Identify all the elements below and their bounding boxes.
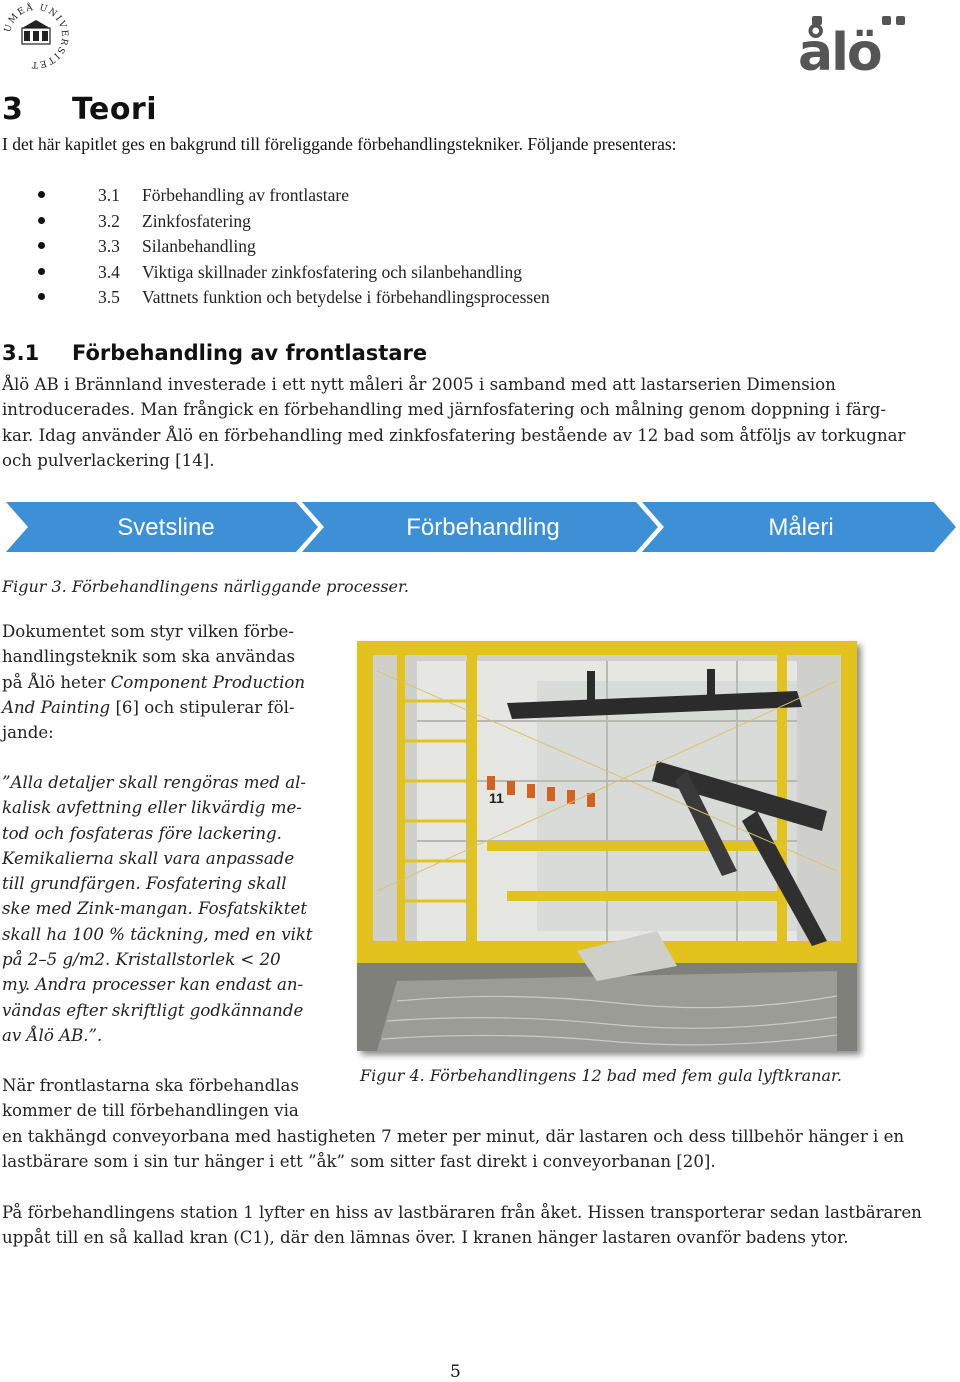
flow-step-1-label: Svetsline [117,514,215,541]
quote-line: my. Andra processer kan endast an- [2,975,304,995]
quote-line: till grundfärgen. Fosfatering skall [2,874,287,894]
alo-logo [796,14,914,72]
umu-logo-text: UMEÅ UNIVERSITET [3,2,70,70]
text-line: jande: [2,723,54,743]
toc-number: 3.3 [98,236,120,256]
bullet-icon [38,242,45,249]
figure-4-caption: Figur 4. Förbehandlingens 12 bad med fem gula lyftkranar. [360,1066,842,1085]
quote-block [2,770,318,1048]
umea-university-logo [0,0,72,72]
section-number: 3 [2,92,24,127]
toc-label: Zinkfosfatering [142,210,251,231]
flow-step-2-label: Förbehandling [406,514,560,541]
toc-number: 3.4 [98,261,120,282]
subsection-number: 3.1 [2,341,40,365]
toc-label: Förbehandling av frontlastare [142,185,350,205]
quote-line: tod och fosfateras före lackering. [2,823,282,843]
text-line: en takhängd conveyorbana med hastigheten 7 meter per minut, där lastaren och dess tillbehör hänger i en [2,1127,905,1146]
quote-line: av Ålö AB.”. [2,1025,103,1045]
toc-number: 3.5 [98,287,120,307]
paragraph-2 [2,619,318,745]
page-number: 5 [450,1362,461,1382]
bullet-icon [38,293,45,300]
text-line: introducerades. Man frångick en förbehandling med järnfosfatering och målning genom doppning i färg- [2,400,886,420]
bullet-icon [38,191,45,198]
bullet-icon [38,268,45,275]
text-line: kar. Idag använder Ålö en förbehandling med zinkfosfatering bestående av 12 bad som åtföljs av torkugnar [2,425,906,445]
paragraph-3-full [2,1124,917,1175]
figure-3-caption: Figur 3. Förbehandlingens närliggande processer. [2,577,409,596]
paragraph-1 [2,372,912,473]
document-title-italic: Component Production [110,672,306,692]
toc-number: 3.1 [98,185,120,205]
paragraph-3-left [2,1073,318,1124]
text-line: På förbehandlingens station 1 lyfter en hiss av lastbäraren från åket. Hissen transporterar sedan lastbäraren [2,1203,922,1222]
quote-line: kalisk avfettning eller likvärdig me- [2,798,302,818]
quote-line: Kemikalierna skall vara anpassade [2,848,295,868]
intro-text: I det här kapitlet ges en bakgrund till föreliggande förbehandlingstekniker. Följande presenteras: [2,134,677,154]
bath-number-sign: 11 [489,790,504,806]
text-line: Ålö AB i Brännland investerade i ett nytt måleri år 2005 i samband med att lastarserien Dimension [2,375,836,394]
text-line: När frontlastarna ska förbehandlas [2,1076,299,1095]
text-line: lastbärare som i sin tur hänger i ett ”åk” som sitter fast direkt i conveyorbanan [20]. [2,1152,716,1172]
quote-line: ”Alla detaljer skall rengöras med al- [2,773,307,792]
text-line: Dokumentet som styr vilken förbe- [2,622,294,641]
bullet-icon [38,217,45,224]
text-line: på Ålö heter Component Production [2,672,306,692]
quote-line: ske med Zink-mangan. Fosfatskiktet [2,899,307,919]
process-flow-diagram [6,502,956,552]
subsection-heading [2,341,427,365]
pretreatment-photo [357,641,857,1051]
document-title-italic: And Painting [2,697,111,717]
quote-line: vändas efter skriftligt godkännande [2,1000,304,1020]
quote-line: skall ha 100 % täckning, med en vikt [2,924,313,944]
section-title: Teori [72,92,158,127]
section-heading [2,92,157,127]
text-line: och pulverlackering [14]. [2,450,215,470]
toc-label: Silanbehandling [142,236,256,256]
toc-label: Vattnets funktion och betydelse i förbehandlingsprocessen [142,287,550,307]
toc-label: Viktiga skillnader zinkfosfatering och silanbehandling [142,261,522,282]
text-line: handlingsteknik som ska användas [2,647,296,667]
toc-number: 3.2 [98,210,120,231]
subsection-title: Förbehandling av frontlastare [72,341,428,365]
text-line: uppåt till en så kallad kran (C1), där den lämnas över. I kranen hänger lastaren ovanför badens ytor. [2,1228,849,1248]
text-line: And Painting [6] och stipulerar föl- [2,697,295,717]
paragraph-4 [2,1200,922,1251]
alo-logo-text: ålö [798,23,881,72]
quote-line: på 2–5 g/m2. Kristallstorlek < 20 [2,950,281,970]
flow-step-3-label: Måleri [768,514,834,541]
text-line: kommer de till förbehandlingen via [2,1101,299,1121]
